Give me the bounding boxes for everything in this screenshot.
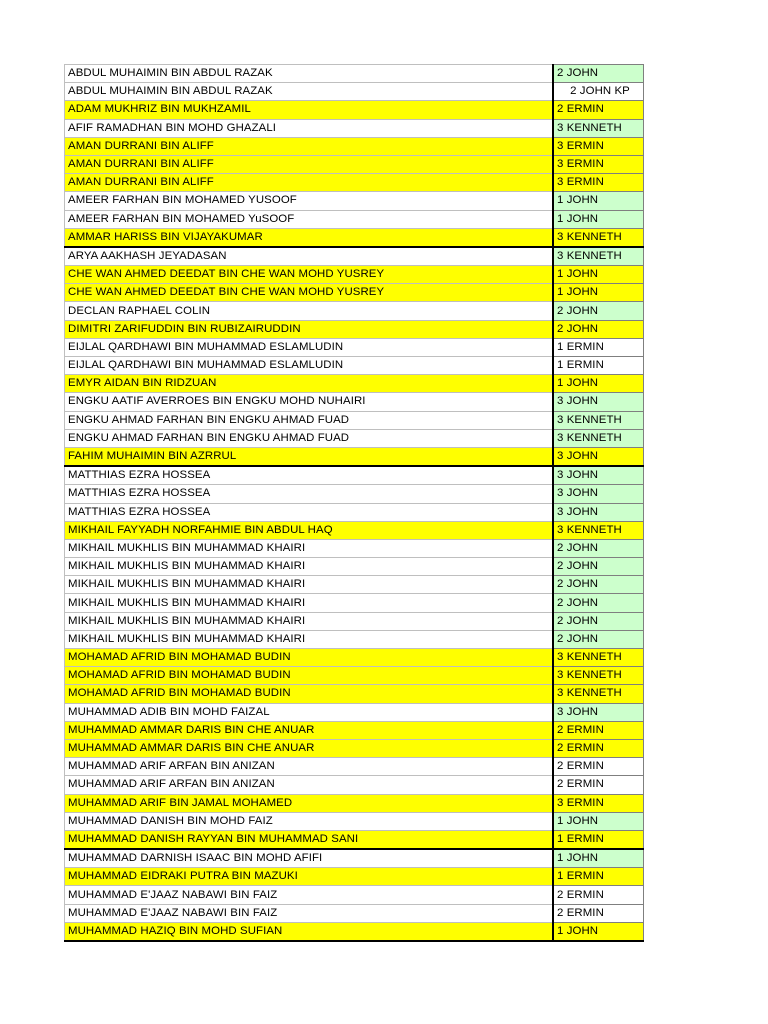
table-row (65, 703, 644, 721)
student-name-cell[interactable]: AMMAR HARISS BIN VIJAYAKUMAR (65, 228, 554, 247)
class-cell[interactable]: 3 JOHN (553, 503, 644, 521)
student-name-cell[interactable]: MUHAMMAD E'JAAZ NABAWI BIN FAIZ (65, 904, 554, 922)
student-name-cell[interactable]: MUHAMMAD AMMAR DARIS BIN CHE ANUAR (65, 721, 554, 739)
class-cell[interactable]: 2 ERMIN (553, 904, 644, 922)
student-name-cell[interactable]: MUHAMMAD DARNISH ISAAC BIN MOHD AFIFI (65, 849, 554, 868)
student-name-cell[interactable]: MATTHIAS EZRA HOSSEA (65, 466, 554, 485)
class-cell[interactable]: 3 ERMIN (553, 155, 644, 173)
class-cell[interactable]: 2 JOHN (553, 612, 644, 630)
student-name-cell[interactable]: MIKHAIL MUKHLIS BIN MUHAMMAD KHAIRI (65, 558, 554, 576)
table-row (65, 812, 644, 830)
table-row (65, 758, 644, 776)
class-cell[interactable]: 3 JOHN (553, 447, 644, 466)
table-row (65, 521, 644, 539)
student-name-cell[interactable]: MUHAMMAD EIDRAKI PUTRA BIN MAZUKI (65, 868, 554, 886)
table-row (65, 849, 644, 868)
table-row (65, 375, 644, 393)
student-name-cell[interactable]: MUHAMMAD ARIF ARFAN BIN ANIZAN (65, 776, 554, 794)
class-cell[interactable]: 1 JOHN (553, 210, 644, 228)
table-row (65, 503, 644, 521)
class-cell[interactable]: 2 JOHN (553, 630, 644, 648)
class-cell[interactable]: 1 JOHN (553, 812, 644, 830)
student-name-cell[interactable]: EMYR AIDAN BIN RIDZUAN (65, 375, 554, 393)
student-class-table (64, 64, 644, 942)
student-name-cell[interactable]: MOHAMAD AFRID BIN MOHAMAD BUDIN (65, 649, 554, 667)
student-name-cell[interactable]: AMAN DURRANI BIN ALIFF (65, 137, 554, 155)
student-name-cell[interactable]: ENGKU AATIF AVERROES BIN ENGKU MOHD NUHAIRI (65, 393, 554, 411)
student-name-cell[interactable]: CHE WAN AHMED DEEDAT BIN CHE WAN MOHD YUSREY (65, 284, 554, 302)
class-cell[interactable]: 2 JOHN (553, 302, 644, 320)
student-name-cell[interactable]: MATTHIAS EZRA HOSSEA (65, 503, 554, 521)
student-name-cell[interactable]: MIKHAIL MUKHLIS BIN MUHAMMAD KHAIRI (65, 576, 554, 594)
table-row (65, 649, 644, 667)
class-cell[interactable]: 2 JOHN (553, 320, 644, 338)
table-row (65, 776, 644, 794)
table-row (65, 685, 644, 703)
table-row (65, 630, 644, 648)
table-row (65, 485, 644, 503)
class-cell[interactable]: 1 JOHN (553, 849, 644, 868)
class-cell[interactable]: 2 ERMIN (553, 739, 644, 757)
class-cell[interactable]: 3 KENNETH (553, 685, 644, 703)
class-cell[interactable]: 3 JOHN (553, 703, 644, 721)
student-name-cell[interactable]: EIJLAL QARDHAWI BIN MUHAMMAD ESLAMLUDIN (65, 338, 554, 356)
student-name-cell[interactable]: ABDUL MUHAIMIN BIN ABDUL RAZAK (65, 65, 554, 83)
class-cell[interactable]: 3 JOHN (553, 485, 644, 503)
class-cell[interactable]: 2 ERMIN (553, 758, 644, 776)
student-name-cell[interactable]: EIJLAL QARDHAWI BIN MUHAMMAD ESLAMLUDIN (65, 357, 554, 375)
class-cell[interactable]: 1 JOHN (553, 922, 644, 941)
table-row (65, 576, 644, 594)
table-row (65, 558, 644, 576)
table-row (65, 830, 644, 849)
class-cell[interactable]: 1 ERMIN (553, 868, 644, 886)
table-row (65, 210, 644, 228)
class-cell[interactable]: 2 ERMIN (553, 886, 644, 904)
class-cell[interactable]: 2 ERMIN (553, 776, 644, 794)
table-row (65, 594, 644, 612)
class-cell[interactable]: 3 ERMIN (553, 794, 644, 812)
student-name-cell[interactable]: MUHAMMAD E'JAAZ NABAWI BIN FAIZ (65, 886, 554, 904)
class-cell[interactable]: 1 JOHN (553, 375, 644, 393)
table-row (65, 922, 644, 941)
class-cell[interactable]: 1 ERMIN (553, 830, 644, 849)
student-name-cell[interactable]: MIKHAIL MUKHLIS BIN MUHAMMAD KHAIRI (65, 594, 554, 612)
student-name-cell[interactable]: MOHAMAD AFRID BIN MOHAMAD BUDIN (65, 667, 554, 685)
table-row (65, 904, 644, 922)
table-row (65, 466, 644, 485)
student-name-cell[interactable]: DIMITRI ZARIFUDDIN BIN RUBIZAIRUDDIN (65, 320, 554, 338)
student-name-cell[interactable]: MIKHAIL MUKHLIS BIN MUHAMMAD KHAIRI (65, 612, 554, 630)
class-cell[interactable]: 3 JOHN (553, 393, 644, 411)
class-cell[interactable]: 3 KENNETH (553, 667, 644, 685)
table-row (65, 739, 644, 757)
table-body (65, 65, 644, 942)
table-row (65, 302, 644, 320)
class-cell[interactable]: 1 JOHN (553, 192, 644, 210)
student-name-cell[interactable]: FAHIM MUHAIMIN BIN AZRRUL (65, 447, 554, 466)
student-name-cell[interactable]: DECLAN RAPHAEL COLIN (65, 302, 554, 320)
table-row (65, 886, 644, 904)
table-row (65, 174, 644, 192)
class-cell[interactable]: 2 ERMIN (553, 721, 644, 739)
table-row (65, 101, 644, 119)
student-name-cell[interactable]: MUHAMMAD ADIB BIN MOHD FAIZAL (65, 703, 554, 721)
class-cell[interactable]: 3 ERMIN (553, 174, 644, 192)
table-row (65, 393, 644, 411)
table-row (65, 868, 644, 886)
class-cell[interactable]: 3 JOHN (553, 466, 644, 485)
table-row (65, 247, 644, 266)
table-row (65, 338, 644, 356)
student-name-cell[interactable]: AMEER FARHAN BIN MOHAMED YUSOOF (65, 192, 554, 210)
class-cell[interactable]: 3 ERMIN (553, 137, 644, 155)
table-row (65, 411, 644, 429)
student-name-cell[interactable]: ABDUL MUHAIMIN BIN ABDUL RAZAK (65, 83, 554, 101)
class-cell[interactable]: 3 KENNETH (553, 247, 644, 266)
student-name-cell[interactable]: MUHAMMAD DANISH RAYYAN BIN MUHAMMAD SANI (65, 830, 554, 849)
class-cell[interactable]: 3 KENNETH (553, 119, 644, 137)
student-name-cell[interactable]: AMAN DURRANI BIN ALIFF (65, 174, 554, 192)
class-cell[interactable]: 2 JOHN (553, 539, 644, 557)
student-name-cell[interactable]: AFIF RAMADHAN BIN MOHD GHAZALI (65, 119, 554, 137)
table-row (65, 721, 644, 739)
class-cell[interactable]: 2 ERMIN (553, 101, 644, 119)
table-row (65, 266, 644, 284)
class-cell[interactable]: 1 ERMIN (553, 338, 644, 356)
class-cell[interactable]: 1 JOHN (553, 266, 644, 284)
class-cell[interactable]: 2 JOHN KP (553, 83, 644, 101)
student-name-cell[interactable]: ADAM MUKHRIZ BIN MUKHZAMIL (65, 101, 554, 119)
student-name-cell[interactable]: MUHAMMAD AMMAR DARIS BIN CHE ANUAR (65, 739, 554, 757)
class-cell[interactable]: 2 JOHN (553, 594, 644, 612)
student-name-cell[interactable]: MIKHAIL FAYYADH NORFAHMIE BIN ABDUL HAQ (65, 521, 554, 539)
student-name-cell[interactable]: MUHAMMAD ARIF ARFAN BIN ANIZAN (65, 758, 554, 776)
student-name-cell[interactable]: AMEER FARHAN BIN MOHAMED YuSOOF (65, 210, 554, 228)
student-name-cell[interactable]: CHE WAN AHMED DEEDAT BIN CHE WAN MOHD YUSREY (65, 266, 554, 284)
class-cell[interactable]: 1 JOHN (553, 284, 644, 302)
class-cell[interactable]: 1 ERMIN (553, 357, 644, 375)
table-row (65, 357, 644, 375)
table-row (65, 119, 644, 137)
class-cell[interactable]: 2 JOHN (553, 558, 644, 576)
student-name-cell[interactable]: AMAN DURRANI BIN ALIFF (65, 155, 554, 173)
table-row (65, 137, 644, 155)
table-row (65, 83, 644, 101)
student-name-cell[interactable]: ARYA AAKHASH JEYADASAN (65, 247, 554, 266)
student-name-cell[interactable]: MIKHAIL MUKHLIS BIN MUHAMMAD KHAIRI (65, 539, 554, 557)
table-row (65, 320, 644, 338)
student-name-cell[interactable]: MATTHIAS EZRA HOSSEA (65, 485, 554, 503)
table-row (65, 65, 644, 83)
table-row (65, 429, 644, 447)
student-name-cell[interactable]: ENGKU AHMAD FARHAN BIN ENGKU AHMAD FUAD (65, 429, 554, 447)
class-cell[interactable]: 3 KENNETH (553, 649, 644, 667)
student-name-cell[interactable]: MUHAMMAD DANISH BIN MOHD FAIZ (65, 812, 554, 830)
student-name-cell[interactable]: MIKHAIL MUKHLIS BIN MUHAMMAD KHAIRI (65, 630, 554, 648)
table-row (65, 228, 644, 247)
table-row (65, 539, 644, 557)
table-row (65, 794, 644, 812)
class-cell[interactable]: 2 JOHN (553, 65, 644, 83)
student-name-cell[interactable]: MUHAMMAD ARIF BIN JAMAL MOHAMED (65, 794, 554, 812)
class-cell[interactable]: 3 KENNETH (553, 228, 644, 247)
table-row (65, 284, 644, 302)
class-cell[interactable]: 3 KENNETH (553, 521, 644, 539)
table-row (65, 667, 644, 685)
student-name-cell[interactable]: MUHAMMAD HAZIQ BIN MOHD SUFIAN (65, 922, 554, 941)
table-row (65, 192, 644, 210)
class-cell[interactable]: 2 JOHN (553, 576, 644, 594)
student-name-cell[interactable]: MOHAMAD AFRID BIN MOHAMAD BUDIN (65, 685, 554, 703)
table-row (65, 447, 644, 466)
student-name-cell[interactable]: ENGKU AHMAD FARHAN BIN ENGKU AHMAD FUAD (65, 411, 554, 429)
table-row (65, 612, 644, 630)
table-row (65, 155, 644, 173)
class-cell[interactable]: 3 KENNETH (553, 429, 644, 447)
class-cell[interactable]: 3 KENNETH (553, 411, 644, 429)
